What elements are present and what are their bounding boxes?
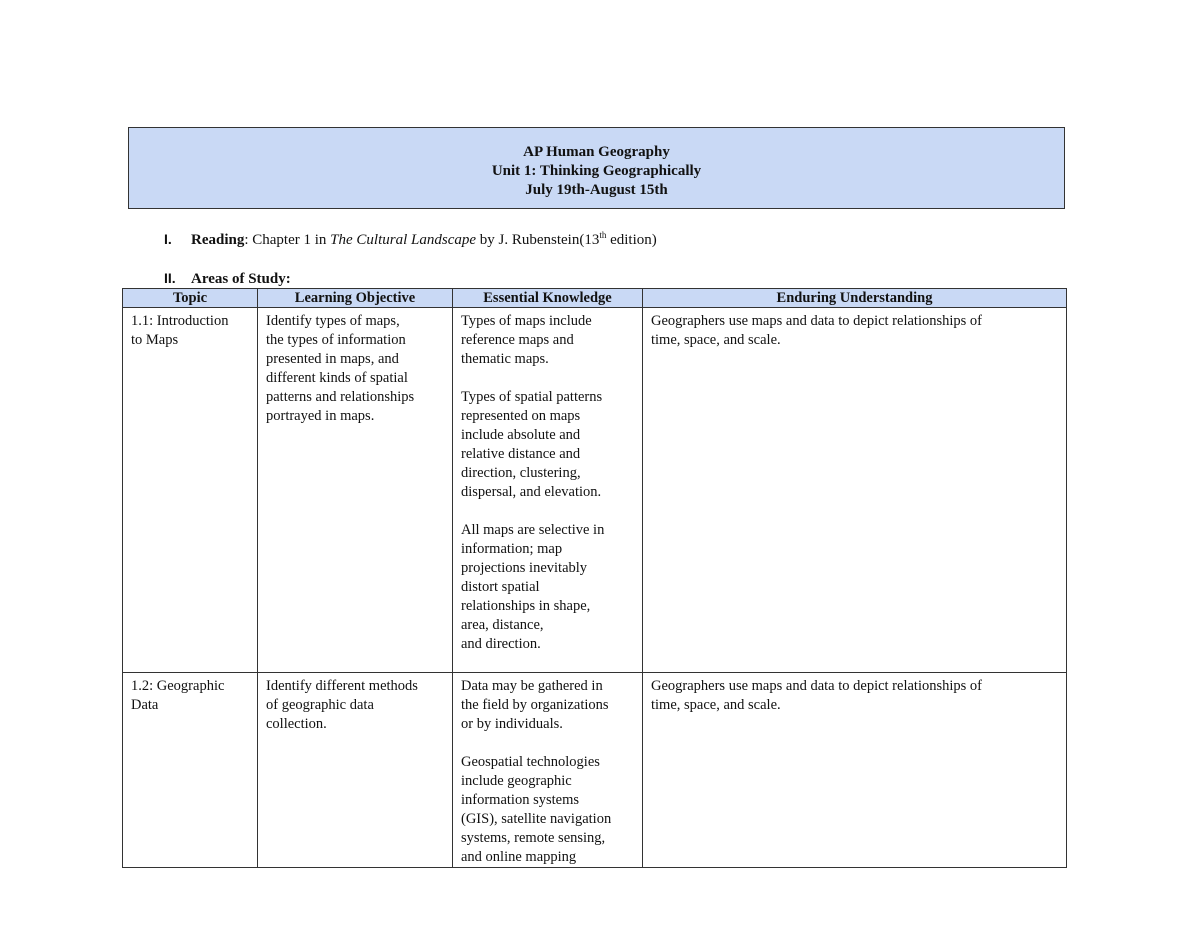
cell-text-line: relationships in shape, (461, 598, 591, 614)
cell-text-line: the field by organizations (461, 697, 609, 713)
cell-text-line: Types of spatial patterns (461, 389, 603, 405)
learning-objective-cell (258, 673, 453, 868)
cell-text-line: to Maps (131, 332, 179, 348)
cell-text-line: information systems (461, 792, 580, 808)
unit-title: Unit 1: Thinking Geographically (491, 163, 702, 179)
cell-text-line: or by individuals. (461, 716, 563, 732)
topic-cell (123, 673, 258, 868)
header-enduring-understanding: Enduring Understanding (643, 289, 1067, 308)
cell-text-line: area, distance, (461, 617, 544, 633)
header-essential-knowledge: Essential Knowledge (453, 289, 643, 308)
enduring-understanding-cell (643, 308, 1067, 673)
areas-label: Areas of Study: (191, 271, 291, 287)
cell-text-line: different kinds of spatial (266, 370, 408, 386)
unit-dates: July 19th-August 15th (525, 182, 668, 198)
learning-objective-cell (258, 308, 453, 673)
reading-label: Reading (191, 232, 245, 248)
book-title: The Cultural Landscape (330, 232, 477, 248)
cell-text-line: Identify types of maps, (266, 313, 400, 329)
cell-text-line: Geospatial technologies (461, 754, 600, 770)
cell-text-line: direction, clustering, (461, 465, 581, 481)
table-row (123, 673, 1067, 868)
cell-text-line: dispersal, and elevation. (461, 484, 602, 500)
cell-text-line: the types of information (266, 332, 406, 348)
cell-text-line: (GIS), satellite navigation (461, 811, 612, 827)
cell-text-line: Types of maps include (461, 313, 592, 329)
areas-numeral: II. (164, 270, 176, 286)
areas-of-study-table (122, 288, 1067, 868)
essential-knowledge-cell (453, 308, 643, 673)
cell-text-line: information; map (461, 541, 563, 557)
table-header-row (123, 289, 1067, 308)
paragraph-gap (461, 502, 634, 521)
cell-text-line: Geographers use maps and data to depict relationships of (651, 313, 982, 329)
course-title: AP Human Geography (523, 144, 670, 160)
reading-section (164, 230, 657, 249)
cell-text-line: All maps are selective in (461, 522, 605, 538)
enduring-understanding-cell (643, 673, 1067, 868)
cell-text-line: Identify different methods (266, 678, 418, 694)
cell-text-line: collection. (266, 716, 327, 732)
cell-text-line: Data (131, 697, 159, 713)
header-learning-objective: Learning Objective (258, 289, 453, 308)
cell-text-line: and direction. (461, 636, 541, 652)
reading-text-tail: edition) (606, 232, 657, 248)
reading-text-pre: : Chapter 1 in (244, 232, 331, 248)
edition-superscript: th (599, 230, 607, 240)
cell-text-line: 1.1: Introduction (131, 313, 229, 329)
cell-text-line: distort spatial (461, 579, 540, 595)
reading-numeral: I. (164, 231, 172, 247)
document-header-banner (128, 127, 1065, 209)
table-row (123, 308, 1067, 673)
header-topic: Topic (123, 289, 258, 308)
cell-text-line: time, space, and scale. (651, 697, 781, 713)
cell-text-line: represented on maps (461, 408, 581, 424)
cell-text-line: Geographers use maps and data to depict relationships of (651, 678, 982, 694)
cell-text-line: patterns and relationships (266, 389, 415, 405)
cell-text-line: include absolute and (461, 427, 581, 443)
cell-text-line: systems, remote sensing, (461, 830, 606, 846)
cell-text-line: presented in maps, and (266, 351, 399, 367)
cell-text-line: projections inevitably (461, 560, 588, 576)
paragraph-gap (461, 369, 634, 388)
cell-text-line: reference maps and (461, 332, 574, 348)
areas-section (164, 270, 291, 288)
cell-text-line: Data may be gathered in (461, 678, 603, 694)
cell-text-line: 1.2: Geographic (131, 678, 225, 694)
reading-text-post: by J. Rubenstein(13 (476, 232, 600, 248)
cell-text-line: time, space, and scale. (651, 332, 781, 348)
essential-knowledge-cell (453, 673, 643, 868)
cell-text-line: and online mapping (461, 849, 577, 865)
cell-text-line: portrayed in maps. (266, 408, 375, 424)
topic-cell (123, 308, 258, 673)
cell-text-line: of geographic data (266, 697, 374, 713)
cell-text-line: include geographic (461, 773, 572, 789)
cell-text-line: relative distance and (461, 446, 581, 462)
paragraph-gap (461, 734, 634, 753)
cell-text-line: thematic maps. (461, 351, 549, 367)
